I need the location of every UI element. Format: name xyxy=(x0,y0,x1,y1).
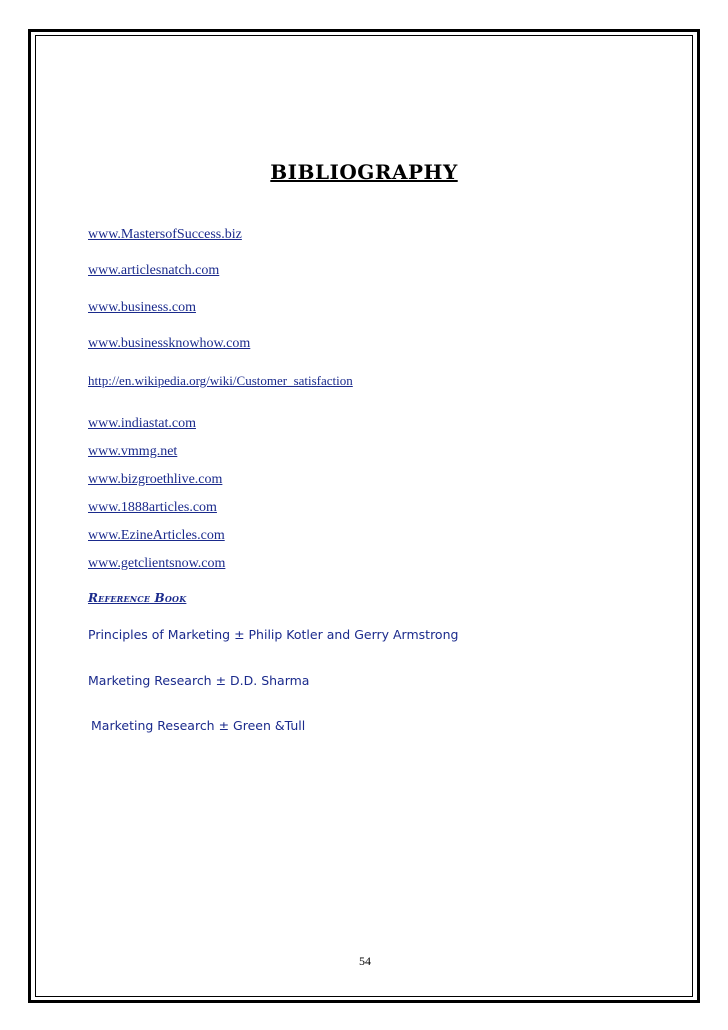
page-title: BIBLIOGRAPHY xyxy=(270,160,458,184)
link-1888articles[interactable]: www.1888articles.com xyxy=(88,500,217,515)
book-principles-of-marketing: Principles of Marketing ± Philip Kotler and Gerry Armstrong xyxy=(88,627,459,642)
link-ezinearticles[interactable]: www.EzineArticles.com xyxy=(88,528,225,543)
link-businessknowhow[interactable]: www.businessknowhow.com xyxy=(88,336,251,351)
link-wikipedia-customer-satisfaction[interactable]: http://en.wikipedia.org/wiki/Customer_satisfaction xyxy=(88,373,353,388)
link-articlesnatch[interactable]: www.articlesnatch.com xyxy=(88,263,220,278)
link-vmmg[interactable]: www.vmmg.net xyxy=(88,444,178,459)
page-number: 54 xyxy=(359,954,371,968)
link-bizgroethlive[interactable]: www.bizgroethlive.com xyxy=(88,472,223,487)
link-getclientsnow[interactable]: www.getclientsnow.com xyxy=(88,556,226,571)
reference-book-heading: Reference Book xyxy=(88,591,187,605)
link-business[interactable]: www.business.com xyxy=(88,300,196,315)
book-marketing-research-sharma: Marketing Research ± D.D. Sharma xyxy=(88,673,310,688)
link-indiastat[interactable]: www.indiastat.com xyxy=(88,416,196,431)
book-marketing-research-green-tull: Marketing Research ± Green &Tull xyxy=(91,718,306,733)
link-masters-of-success[interactable]: www.MastersofSuccess.biz xyxy=(88,227,242,242)
